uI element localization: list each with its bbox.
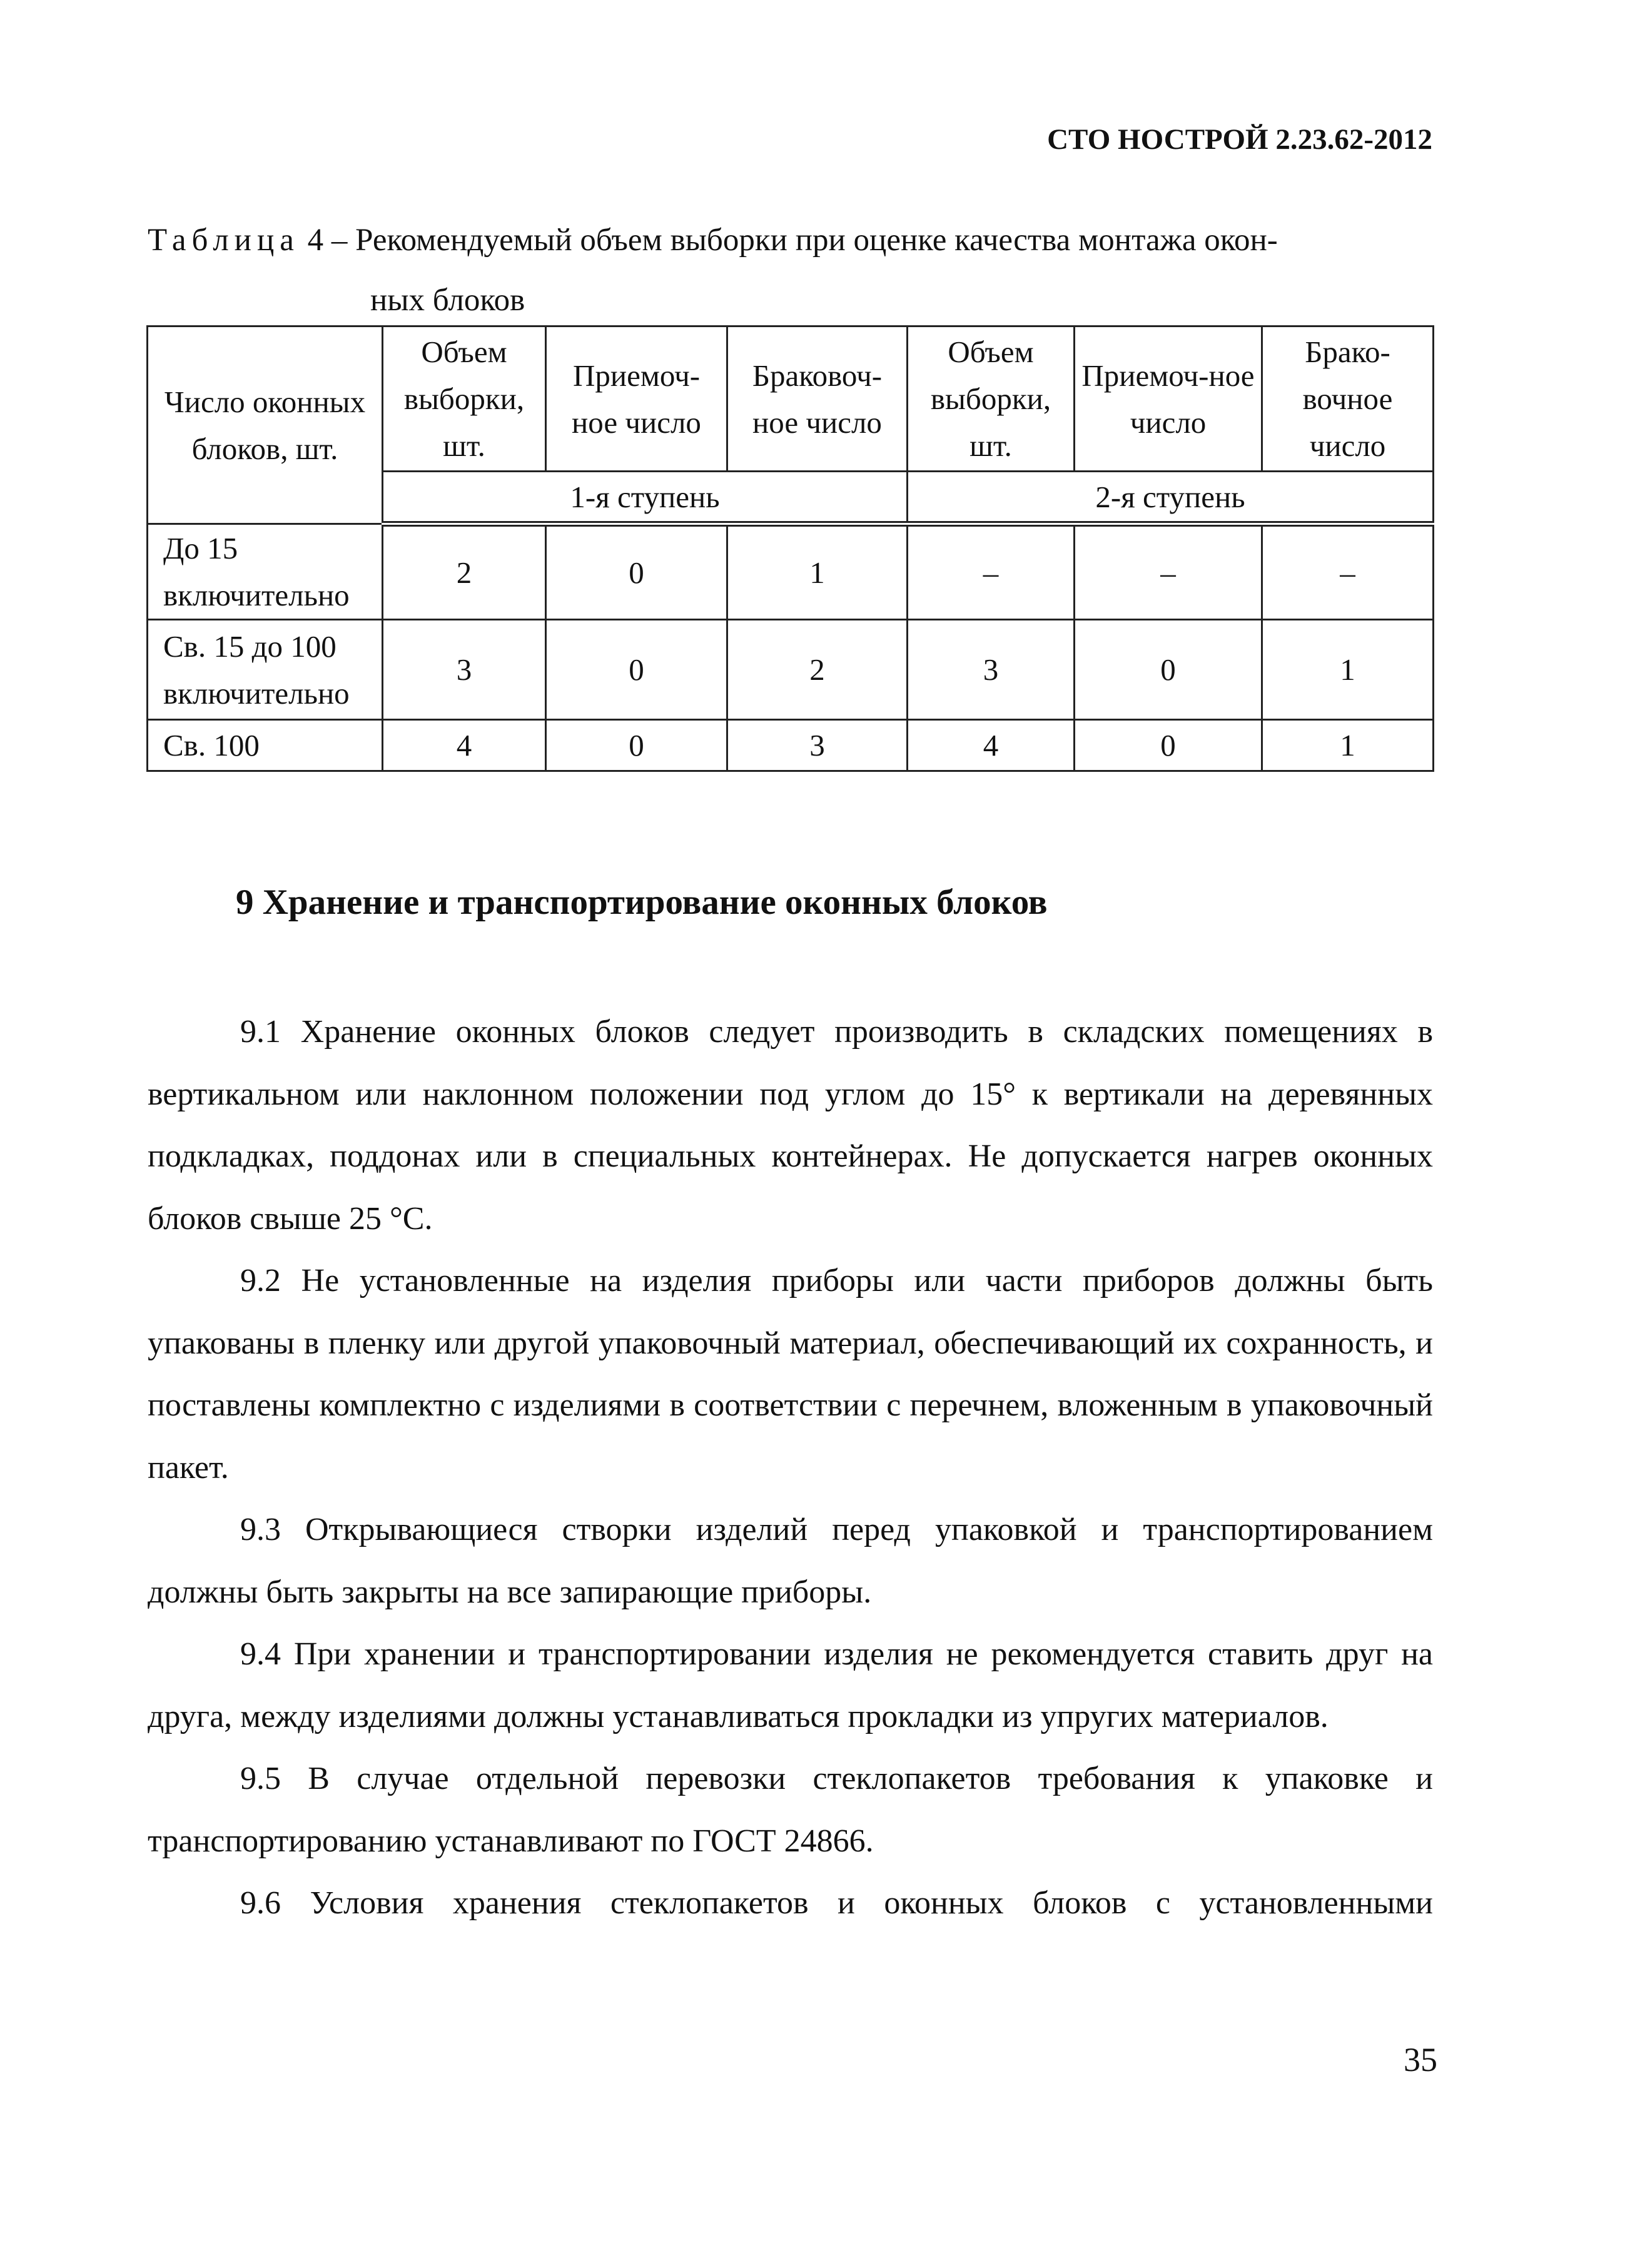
header-acceptance-number-stage-2: Приемоч-ное число <box>1075 327 1262 472</box>
paragraph-9-1: 9.1 Хранение оконных блоков следует производить в складских помещениях в вертикальном или наклонном положении под углом до 15° к вертикали на деревянных подкладках, поддонах или в специальных контейнерах. Не допускается нагрев оконных блоков свыше 25 °С. <box>148 1014 1433 1237</box>
cell-value: 1 <box>727 524 908 620</box>
cell-value: 1 <box>1262 720 1434 771</box>
cell-value: 2 <box>383 524 546 620</box>
cell-value: 0 <box>1075 620 1262 720</box>
page-number: 35 <box>1404 2041 1437 2078</box>
cell-value: 1 <box>1262 620 1434 720</box>
table-row <box>148 720 1434 771</box>
section-heading: 9 Хранение и транспортирование оконных блоков <box>236 883 1048 922</box>
paragraph-9-3: 9.3 Открывающиеся створки изделий перед упаковкой и транспортированием должны быть закрыты на все запирающие приборы. <box>148 1512 1433 1610</box>
paragraph-9-2: 9.2 Не установленные на изделия приборы или части приборов должны быть упакованы в пленку или другой упаковочный материал, обеспечивающий их сохранность, и поставлены комплектно с изделиями в соответствии с перечнем, вложенным в упаковочный пакет. <box>148 1263 1433 1486</box>
table-row <box>148 620 1434 720</box>
header-sample-size-stage-1: Объем выборки, шт. <box>383 327 546 472</box>
stage-2-label: 2-я ступень <box>908 472 1434 524</box>
header-rejection-number-stage-2: Брако-вочное число <box>1262 327 1434 472</box>
cell-value: 0 <box>546 524 727 620</box>
cell-value: 0 <box>546 620 727 720</box>
paragraph-9-4: 9.4 При хранении и транспортировании изделия не рекомендуется ставить друг на друга, между изделиями должны устанавливаться прокладки из упругих материалов. <box>148 1636 1433 1734</box>
table-row <box>148 524 1434 620</box>
stage-1-label: 1-я ступень <box>383 472 908 524</box>
cell-value: 3 <box>727 720 908 771</box>
table-caption-label: Таблица <box>148 223 300 258</box>
cell-value: 0 <box>1075 720 1262 771</box>
document-code: СТО НОСТРОЙ 2.23.62-2012 <box>1047 123 1432 156</box>
cell-value: – <box>1075 524 1262 620</box>
section-body <box>148 1001 1433 1935</box>
table-caption-text: 4 – Рекомендуемый объем выборки при оценке качества монтажа окон- <box>299 223 1278 258</box>
table-caption <box>148 210 1430 330</box>
row-label: До 15 включительно <box>148 524 383 620</box>
table-caption-text-continued: ных блоков <box>370 283 525 318</box>
header-acceptance-number-stage-1: Приемоч-ное число <box>546 327 727 472</box>
paragraph-9-5: 9.5 В случае отдельной перевозки стеклопакетов требования к упаковке и транспортированию устанавливают по ГОСТ 24866. <box>148 1761 1433 1859</box>
row-label: Св. 15 до 100 включительно <box>148 620 383 720</box>
cell-value: 3 <box>383 620 546 720</box>
header-sample-size-stage-2: Объем выборки, шт. <box>908 327 1075 472</box>
cell-value: – <box>1262 524 1434 620</box>
cell-value: 2 <box>727 620 908 720</box>
cell-value: 3 <box>908 620 1075 720</box>
row-label: Св. 100 <box>148 720 383 771</box>
table-header-row <box>148 327 1434 472</box>
header-window-count: Число оконных блоков, шт. <box>148 327 383 524</box>
cell-value: – <box>908 524 1075 620</box>
cell-value: 4 <box>383 720 546 771</box>
cell-value: 4 <box>908 720 1075 771</box>
cell-value: 0 <box>546 720 727 771</box>
header-rejection-number-stage-1: Браковоч-ное число <box>727 327 908 472</box>
paragraph-9-6: 9.6 Условия хранения стеклопакетов и оконных блоков с установленными <box>240 1885 1433 1921</box>
sample-size-table <box>146 325 1434 772</box>
